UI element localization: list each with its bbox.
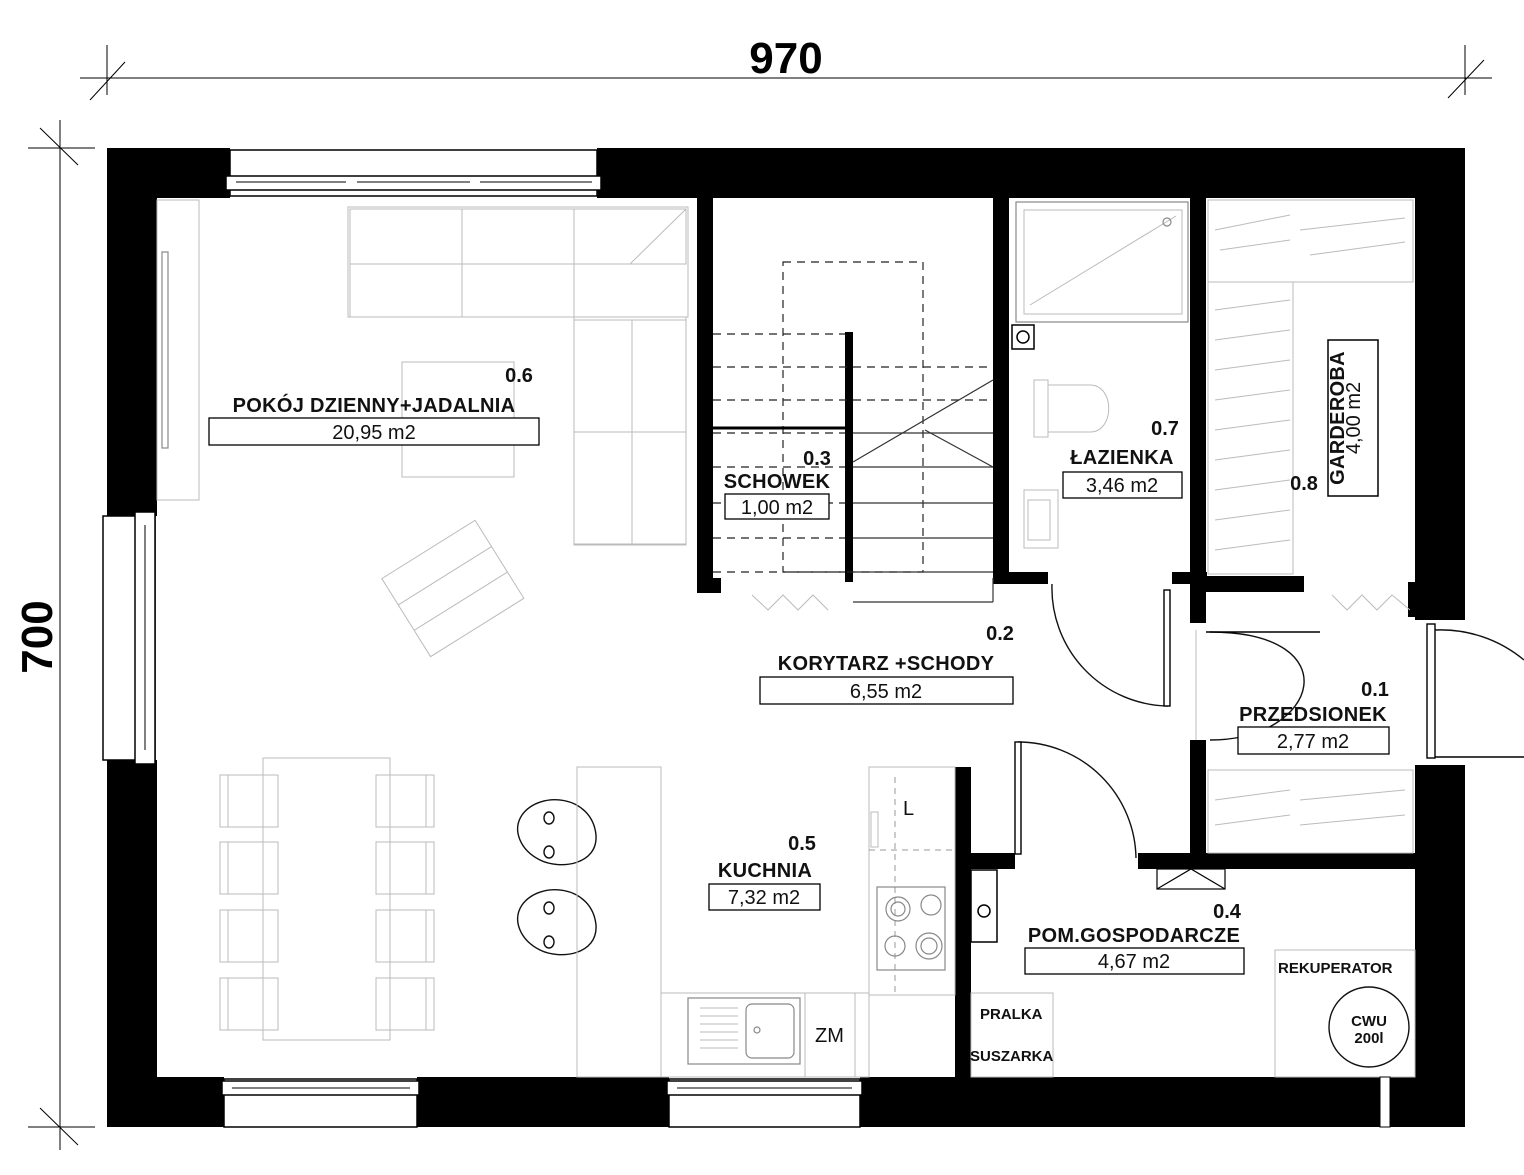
room-name-lazienka: ŁAZIENKA (1070, 447, 1174, 469)
folding-door-garderoba (1332, 595, 1410, 610)
room-area-kuchnia: 7,32 m2 (727, 887, 801, 909)
room-area-schowek: 1,00 m2 (740, 497, 814, 519)
vent-grille (1157, 869, 1225, 889)
bathroom-sink (1024, 490, 1058, 548)
room-number-korytarz: 0.2 (986, 623, 1014, 645)
boiler-label-line2: 200l (1354, 1030, 1384, 1047)
height-dimension: 700 (13, 600, 62, 674)
exterior-walls (107, 148, 1465, 1127)
room-name-kuchnia: KUCHNIA (717, 860, 813, 882)
room-area-gospodarcze: 4,67 m2 (1097, 951, 1171, 973)
kitchen-island (577, 767, 661, 1077)
exhaust-duct (1380, 1077, 1390, 1127)
windows (103, 150, 862, 1127)
bar-stools (518, 800, 596, 955)
door-utility (1015, 742, 1136, 858)
boiler-label-line1: CWU (1351, 1013, 1387, 1030)
room-area-korytarz: 6,55 m2 (849, 681, 923, 703)
shower (1016, 202, 1188, 322)
rekuperator-label: REKUPERATOR (1278, 960, 1393, 977)
room-area-lazienka: 3,46 m2 (1085, 475, 1159, 497)
toilet (1034, 380, 1109, 437)
room-name-living: POKÓJ DZIENNY+JADALNIA (232, 395, 516, 417)
fridge-mark: L (903, 798, 915, 820)
room-name-przedsionek: PRZEDSIONEK (1239, 704, 1387, 726)
dryer-label: SUSZARKA (970, 1048, 1054, 1065)
vent-icon-bathroom (1012, 325, 1034, 349)
room-number-przedsionek: 0.1 (1361, 679, 1389, 701)
room-number-garderoba: 0.8 (1290, 473, 1318, 495)
wardrobe-garderoba (1208, 200, 1413, 574)
room-name-garderoba: GARDEROBA (1327, 351, 1349, 485)
utility-shaft (971, 870, 997, 942)
room-number-living: 0.6 (505, 365, 533, 387)
room-name-gospodarcze: POM.GOSPODARCZE (1027, 925, 1241, 947)
room-number-schowek: 0.3 (803, 448, 831, 470)
room-number-gospodarcze: 0.4 (1213, 901, 1241, 923)
room-name-korytarz: KORYTARZ +SCHODY (777, 653, 995, 675)
fridge-label: ZM (815, 1025, 844, 1047)
stove (877, 887, 945, 970)
width-dimension: 970 (749, 34, 823, 83)
room-number-lazienka: 0.7 (1151, 418, 1179, 440)
room-number-kuchnia: 0.5 (788, 833, 816, 855)
wardrobe-przedsionek (1208, 770, 1413, 853)
oven-box (871, 812, 878, 847)
dining-table (220, 758, 434, 1040)
room-name-schowek: SCHOWEK (723, 471, 831, 493)
dimension-lines (28, 45, 1492, 1150)
door-bathroom (1052, 584, 1170, 706)
armchair (382, 520, 524, 656)
front-door (1427, 624, 1524, 758)
room-area-przedsionek: 2,77 m2 (1276, 731, 1350, 753)
sink (688, 998, 800, 1064)
room-area-living: 20,95 m2 (332, 422, 416, 444)
washer-label: PRALKA (980, 1006, 1043, 1023)
folding-door-schowek (752, 595, 828, 610)
room-area-garderoba: 4,00 m2 (1343, 381, 1365, 455)
tv-cabinet (157, 200, 199, 500)
